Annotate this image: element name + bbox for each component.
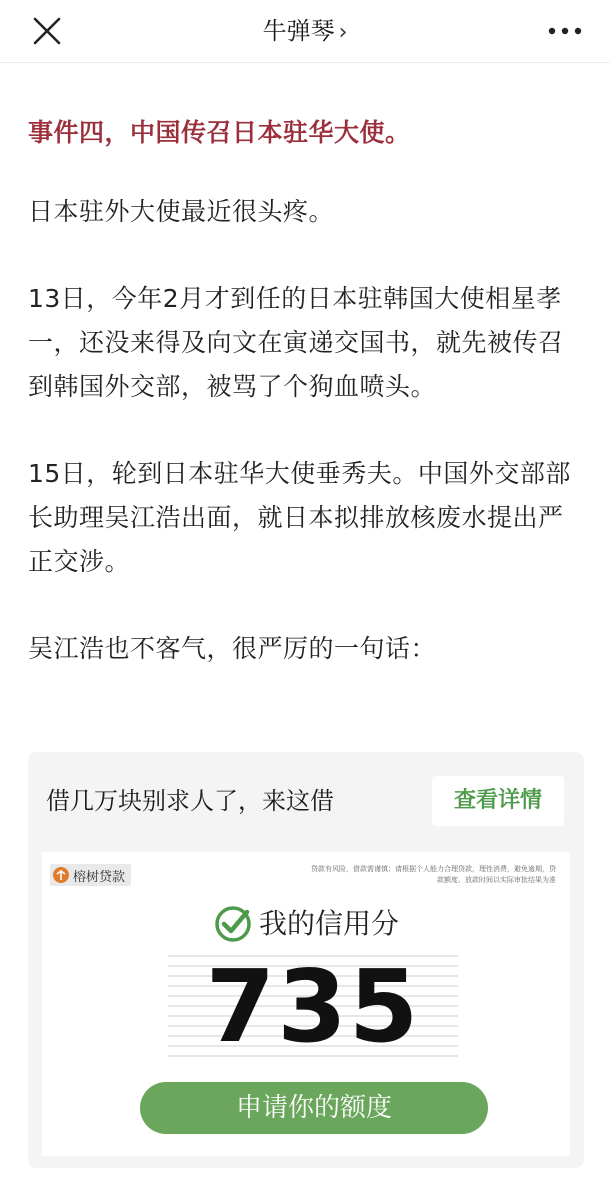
chevron-right-icon: ›	[338, 20, 348, 45]
paragraph: 13日，今年2月才到任的日本驻韩国大使相星孝一，还没来得及向文在寅递交国书，就先被传召到韩国外交部，被骂了个狗血喷头。	[28, 284, 564, 401]
brand-logo-icon	[52, 866, 70, 884]
account-name: 牛弹琴	[262, 17, 335, 45]
more-icon[interactable]	[542, 12, 588, 50]
ad-banner[interactable]	[42, 852, 570, 1156]
brand-name: 榕树贷款	[73, 869, 126, 885]
ad-title: 借几万块别求人了，来这借	[46, 787, 334, 815]
paragraph: 吴江浩也不客气，很严厉的一句话：	[28, 634, 437, 663]
close-icon[interactable]	[26, 10, 68, 52]
account-name-link[interactable]	[205, 12, 405, 50]
top-navbar	[0, 0, 610, 63]
section-heading: 事件四，中国传召日本驻华大使。	[28, 118, 411, 147]
ad-disclaimer: 贷款有风险，借款需谨慎；请根据个人能力合理贷款，理性消费，避免逾期，贷款额度、放款时间以实际审批结果为准	[311, 865, 556, 884]
view-details-button[interactable]: 查看详情	[432, 776, 564, 826]
article-body	[28, 62, 584, 671]
credit-score-label	[42, 904, 570, 944]
paragraph: 15日，轮到日本驻华大使垂秀夫。中国外交部部长助理吴江浩出面，就日本拟排放核废水提出严正交涉。	[28, 459, 571, 576]
paragraph: 日本驻外大使最近很头疼。	[28, 197, 335, 226]
score-display	[168, 948, 458, 1065]
apply-limit-button[interactable]: 申请你的额度	[140, 1082, 488, 1134]
ad-card[interactable]	[28, 752, 584, 1168]
credit-label-text: 我的信用分	[258, 907, 399, 940]
credit-score-value: 735	[205, 948, 421, 1065]
brand-badge	[50, 864, 131, 886]
check-circle-icon	[213, 904, 253, 944]
